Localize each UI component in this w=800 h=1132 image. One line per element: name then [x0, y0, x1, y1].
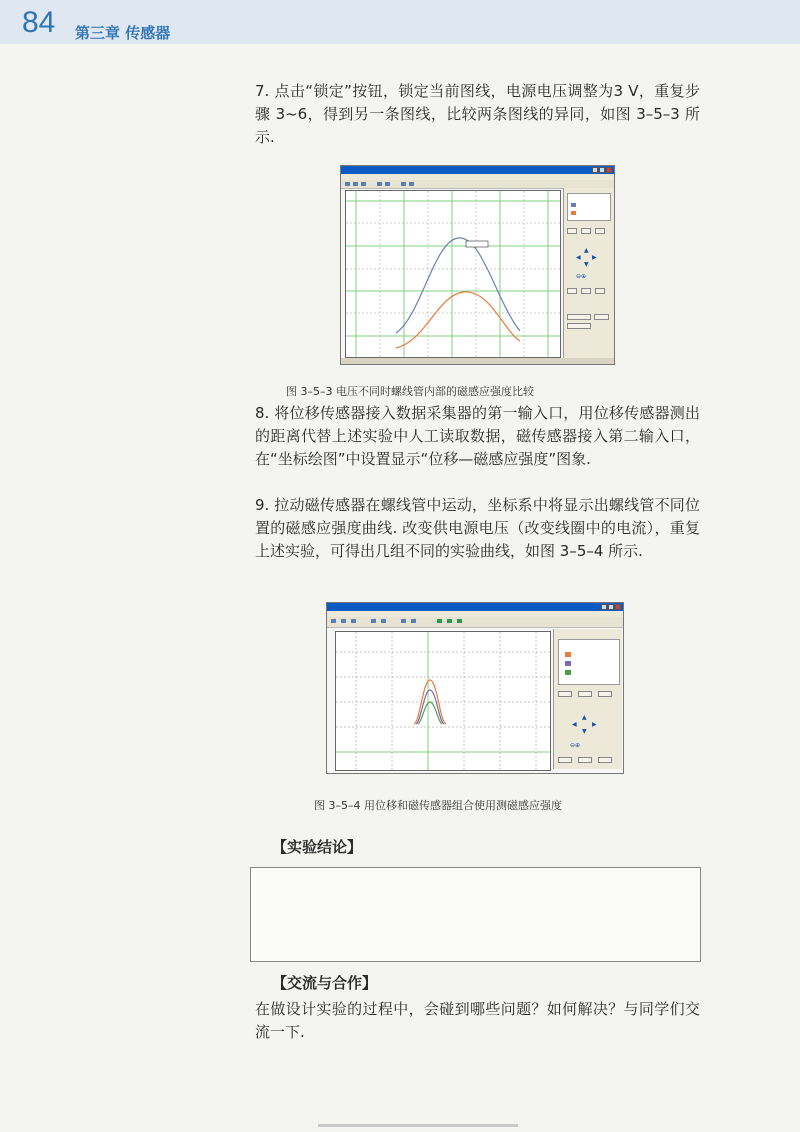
panel-button[interactable] [595, 228, 605, 234]
figure-3-5-4-caption: 图 3–5–4 用位移和磁传感器组合使用测磁感应强度 [314, 799, 562, 812]
arrow-up-icon[interactable]: ▲ [582, 714, 587, 721]
zoom-icon[interactable]: ⊖⊕ [576, 273, 587, 280]
curve-3v [396, 292, 520, 348]
window-titlebar [341, 166, 614, 174]
zoom-icon[interactable]: ⊖⊕ [570, 742, 581, 749]
arrow-left-icon[interactable]: ◀ [576, 254, 581, 261]
conclusion-answer-box [250, 867, 701, 962]
exchange-heading: 【交流与合作】 [272, 974, 378, 992]
panel-button[interactable] [581, 228, 591, 234]
arrow-right-icon[interactable]: ▶ [592, 721, 597, 728]
panel-button[interactable] [558, 691, 572, 697]
paragraph-step-8: 8. 将位移传感器接入数据采集器的第一输入口，用位移传感器测出的距离代替上述实验中人工读取数据，磁传感器接入第二输入口，在“坐标绘图”中设置显示“位移—磁感应强度”图象. [255, 404, 700, 468]
page-header [0, 0, 800, 44]
arrow-down-icon[interactable]: ▼ [584, 261, 589, 268]
window-statusbar [341, 358, 614, 364]
value-label [466, 241, 488, 247]
panel-button[interactable] [598, 691, 612, 697]
panel-button[interactable] [567, 314, 591, 320]
panel-button[interactable] [567, 228, 577, 234]
chapter-title: 第三章 传感器 [75, 24, 171, 42]
arrow-left-icon[interactable]: ◀ [572, 721, 577, 728]
figure-3-5-4-screenshot [326, 602, 624, 774]
plot-area [345, 190, 561, 358]
panel-button[interactable] [594, 314, 609, 320]
arrow-down-icon[interactable]: ▼ [582, 728, 587, 735]
conclusion-heading: 【实验结论】 [272, 838, 363, 856]
exchange-paragraph: 在做设计实验的过程中，会碰到哪些问题？如何解决？与同学们交流一下. [255, 1000, 700, 1041]
panel-button[interactable] [598, 757, 612, 763]
side-panel [563, 188, 614, 358]
panel-button[interactable] [558, 757, 572, 763]
side-panel [553, 629, 622, 769]
page-number: 84 [22, 6, 56, 39]
panel-button[interactable] [578, 691, 592, 697]
window-toolbar [327, 617, 623, 628]
arrow-up-icon[interactable]: ▲ [584, 247, 589, 254]
magnetic-field-graph [346, 191, 560, 357]
arrow-right-icon[interactable]: ▶ [592, 254, 597, 261]
magnetic-field-graph [336, 632, 550, 770]
panel-button[interactable] [567, 288, 577, 294]
figure-3-5-3-caption: 图 3–5–3 电压不同时螺线管内部的磁感应强度比较 [286, 385, 534, 398]
plot-area [335, 631, 551, 771]
paragraph-step-9: 9. 拉动磁传感器在螺线管中运动，坐标系中将显示出螺线管不同位置的磁感应强度曲线. 改变供电源电压（改变线圈中的电流），重复上述实验，可得出几组不同的实验曲线，如图 3–5–4 所示. [255, 496, 700, 560]
page-bottom-mark [318, 1124, 518, 1127]
panel-button[interactable] [567, 323, 591, 329]
figure-3-5-3-screenshot [340, 165, 615, 365]
paragraph-step-7: 7. 点击“锁定”按钮，锁定当前图线，电源电压调整为3 V，重复步骤 3~6，得到另一条图线，比较两条图线的异同，如图 3–5–3 所示. [255, 82, 700, 146]
panel-button[interactable] [581, 288, 591, 294]
curve-series-3 [418, 702, 442, 724]
panel-button[interactable] [595, 288, 605, 294]
panel-button[interactable] [578, 757, 592, 763]
window-titlebar [327, 603, 623, 611]
